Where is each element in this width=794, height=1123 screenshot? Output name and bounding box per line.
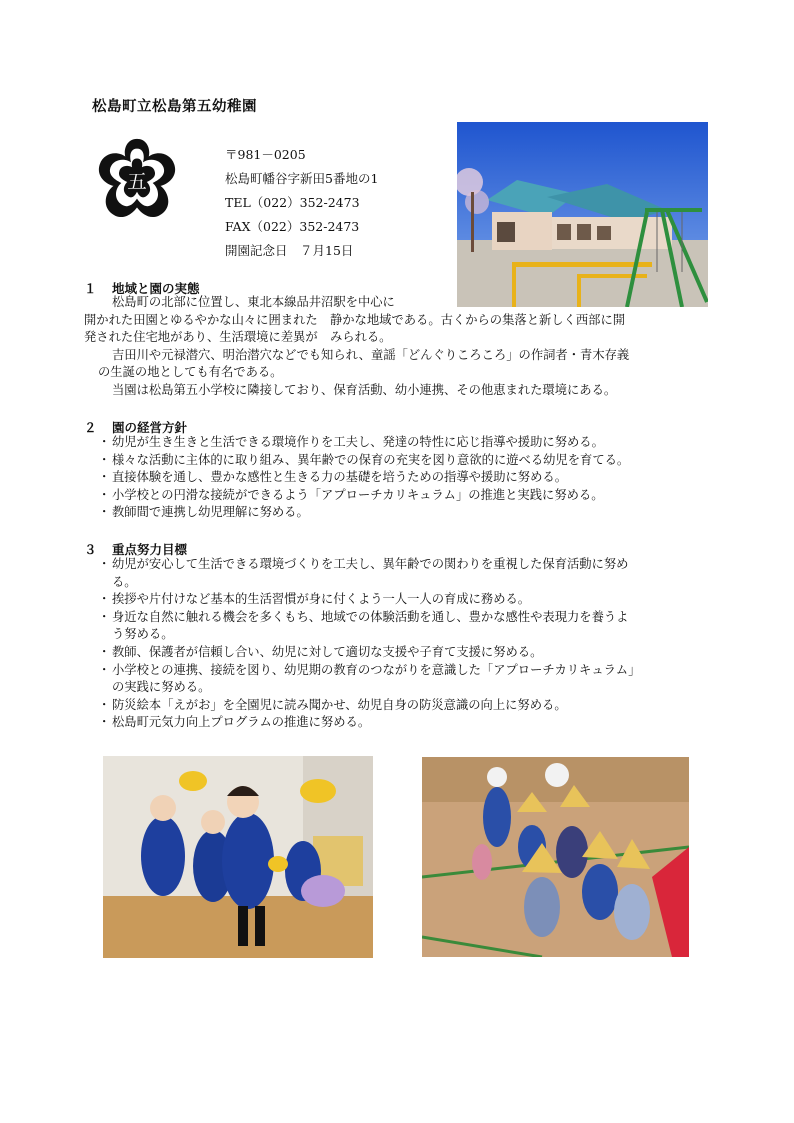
list-item: ・ 小学校との連携、接続を図り、幼児期の教育のつながりを意識した「アプローチカリキュラム」 の実践に努める。: [100, 662, 720, 697]
section1-para1-line2: 開かれた田園とゆるやかな山々に囲まれた 静かな地域である。古くからの集落と新しく西部に開: [84, 312, 626, 327]
list-item: ・ 教師間で連携し幼児理解に努める。: [100, 504, 720, 522]
page-title: 松島町立松島第五幼稚園: [92, 98, 257, 115]
list-item: ・ 直接体験を通し、豊かな感性と生きる力の基礎を培うための指導や援助に努める。: [100, 469, 720, 487]
anniversary-date: 開園記念日 ７月15日: [225, 243, 354, 258]
children-dancing-photo: [103, 756, 373, 958]
section1-para2-line2: の生誕の地としても有名である。: [98, 365, 283, 379]
section1-body: [84, 294, 724, 399]
svg-text:五: 五: [127, 169, 147, 193]
section1-heading: １ 地域と園の実態: [84, 281, 200, 296]
list-item: ・ 松島町元気力向上プログラムの推進に努める。: [100, 714, 720, 732]
tel-number: TEL（022）352-2473: [225, 195, 360, 210]
section3-list: [100, 556, 720, 732]
list-item: ・ 防災絵本「えがお」を全園児に読み聞かせ、幼児自身の防災意識の向上に努める。: [100, 697, 720, 715]
list-item: ・ 身近な自然に触れる機会を多くもち、地域での体験活動を通し、豊かな感性や表現力を養うよ う努める。: [100, 609, 720, 644]
section1-para2-line1: 吉田川や元禄潜穴、明治潜穴などでも知られ、童謡「どんぐりころころ」の作詞者・青木存義: [112, 347, 630, 362]
list-item: ・ 挨拶や片付けなど基本的生活習慣が身に付くよう一人一人の育成に務める。: [100, 591, 720, 609]
street-address: 松島町幡谷字新田5番地の1: [225, 171, 379, 186]
fax-number: FAX（022）352-2473: [225, 219, 360, 234]
section2-list: [100, 434, 720, 522]
list-item: ・ 様々な活動に主体的に取り組み、異年齢での保育の充実を図り意欲的に遊べる幼児を育てる。: [100, 452, 720, 470]
postal-code: 〒981－0205: [225, 147, 306, 162]
school-emblem-icon: [88, 133, 186, 231]
school-building-photo: [457, 122, 708, 307]
list-item: ・ 小学校との円滑な接続ができるよう「アプローチカリキュラム」の推進と実践に努める。: [100, 487, 720, 505]
section1-para3: 当園は松島第五小学校に隣接しており、保育活動、幼小連携、その他恵まれた環境にある。: [112, 382, 617, 397]
section2-heading: ２ 園の経営方針: [84, 420, 188, 435]
section1-para1-line3: 発された住宅地があり、生活環境に差異が みられる。: [84, 330, 392, 344]
section3-heading: ３ 重点努力目標: [84, 542, 188, 557]
disaster-drill-photo: [422, 757, 689, 957]
section1-para1-line1: 松島町の北部に位置し、東北本線品井沼駅を中心に: [112, 295, 395, 309]
list-item: ・ 幼児が安心して生活できる環境づくりを工夫し、異年齢での関わりを重視した保育活動に努め る。: [100, 556, 720, 591]
address-block: [225, 143, 378, 263]
list-item: ・ 教師、保護者が信頼し合い、幼児に対して適切な支援や子育て支援に努める。: [100, 644, 720, 662]
list-item: ・ 幼児が生き生きと生活できる環境作りを工夫し、発達の特性に応じ指導や援助に努める。: [100, 434, 720, 452]
